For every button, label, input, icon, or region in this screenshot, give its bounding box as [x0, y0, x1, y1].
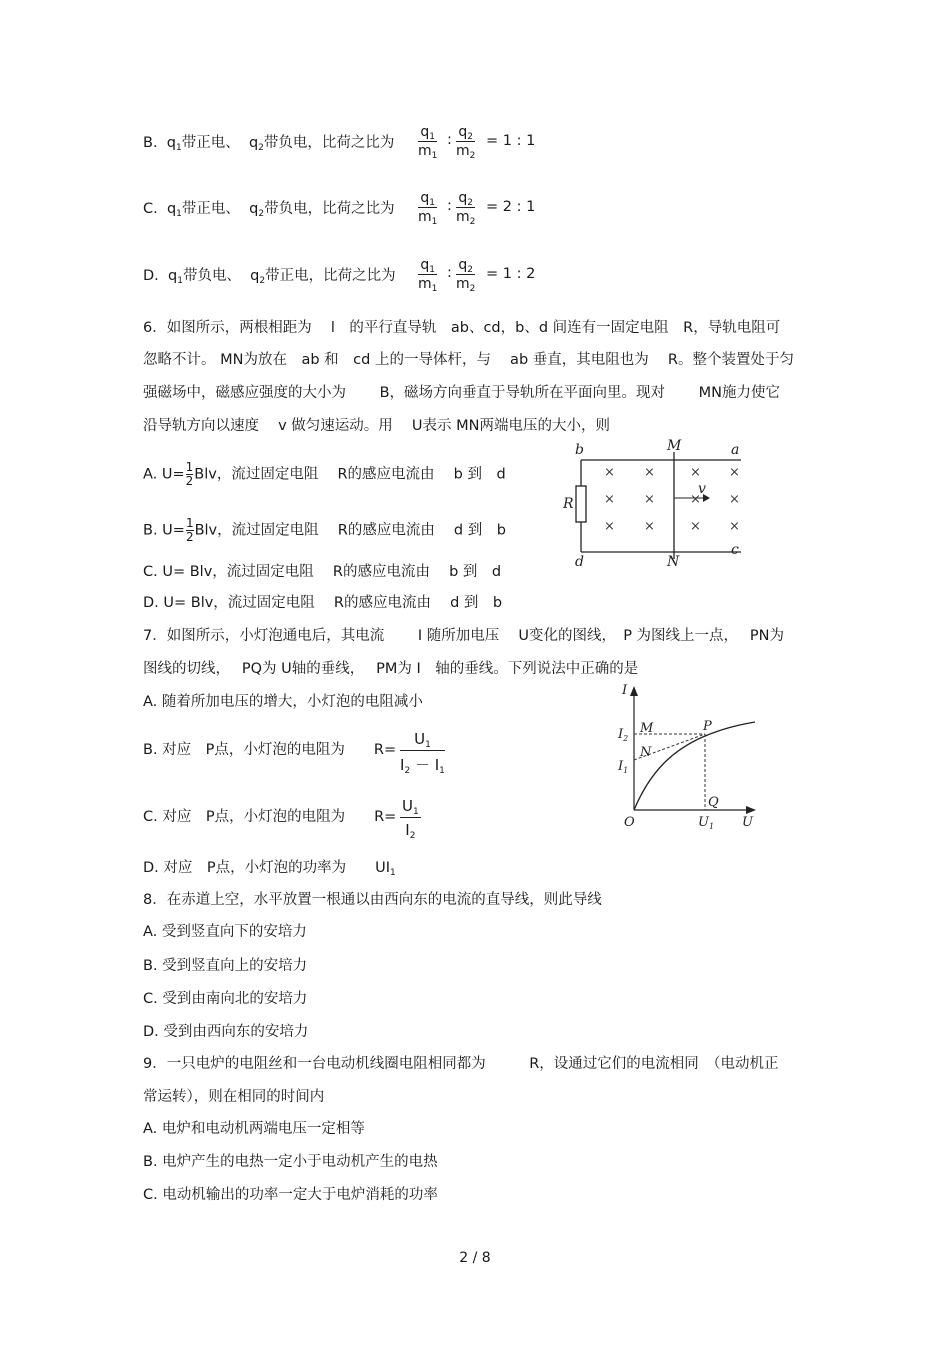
label-i1: $I_1$: [618, 759, 629, 775]
field-mark: ×: [644, 519, 655, 534]
label-p: P: [703, 719, 712, 734]
colon: :: [447, 198, 452, 214]
ratio-result: = 1 : 2: [486, 266, 536, 282]
page-number: 2 / 8: [459, 1250, 491, 1266]
fraction-q1-m1: $\frac{q_1}{m_1}$: [418, 124, 438, 161]
q6-stem-line1: 6．如图所示，两根相距为 l 的平行直导轨 ab、cd，b、d 间连有一固定电阻 R，导轨电阻可: [143, 320, 781, 336]
field-mark: ×: [604, 492, 615, 507]
fraction-q2-m2: $\frac{q_2}{m_2}$: [456, 190, 476, 227]
option-b-prev: B. $q_1$带正电、 $q_2$带负电，比荷之比为: [143, 135, 395, 153]
label-v: v: [698, 481, 706, 497]
q6-option-a: A. U= $\frac{1}{2}$ Blv，流过固定电阻 R的感应电流由 b 到 d: [143, 460, 506, 488]
colon: :: [447, 265, 452, 281]
label-n: N: [640, 745, 652, 760]
label-i-axis: I: [622, 683, 628, 698]
q6-option-c: C. U= Blv，流过固定电阻 R的感应电流由 b 到 d: [143, 564, 502, 580]
label-d: d: [575, 554, 584, 568]
field-mark: ×: [604, 465, 615, 480]
rail-circuit-figure: [555, 438, 755, 568]
q7-option-b: B. 对应 P点，小灯泡的电阻为 R=: [143, 742, 397, 758]
field-mark: ×: [644, 492, 655, 507]
label-n: N: [667, 554, 680, 568]
field-mark: ×: [729, 492, 740, 507]
q7-option-b-fraction: $\frac{U_1}{I_2 - I_1}$: [400, 730, 445, 776]
field-mark: ×: [690, 519, 701, 534]
q7-option-a: A. 随着所加电压的增大，小灯泡的电阻减小: [143, 694, 423, 710]
label-origin: O: [624, 815, 635, 830]
field-mark: ×: [644, 465, 655, 480]
field-mark: ×: [729, 465, 740, 480]
fraction-q1-m1: $\frac{q_1}{m_1}$: [418, 257, 438, 294]
q6-stem-line3: 强磁场中，磁感应强度的大小为 B，磁场方向垂直于导轨所在平面向里。现对 MN施力使它: [143, 385, 781, 401]
q9-option-a: A. 电炉和电动机两端电压一定相等: [143, 1121, 365, 1137]
q9-option-c: C. 电动机输出的功率一定大于电炉消耗的功率: [143, 1187, 438, 1203]
field-mark: ×: [690, 492, 701, 507]
q7-option-c-fraction: $\frac{U_1}{I_2}$: [402, 797, 419, 841]
field-mark: ×: [729, 519, 740, 534]
colon: :: [447, 132, 452, 148]
q6-stem-line4: 沿导轨方向以速度 v 做匀速运动。用 U表示 MN两端电压的大小，则: [143, 418, 610, 434]
option-c-prev: C. $q_1$带正电、 $q_2$带负电，比荷之比为: [143, 201, 395, 219]
resistor: [576, 486, 586, 522]
ratio-result: = 1 : 1: [486, 133, 536, 149]
q9-option-b: B. 电炉产生的电热一定小于电动机产生的电热: [143, 1154, 438, 1170]
label-m: M: [640, 721, 654, 736]
q7-option-d: D. 对应 P点，小灯泡的功率为 $UI_1$: [143, 860, 396, 878]
label-c: c: [731, 542, 739, 558]
q8-option-c: C. 受到由南向北的安培力: [143, 991, 308, 1007]
q7-stem-line2: 图线的切线， PQ为 U轴的垂线， PM为 I 轴的垂线。下列说法中正确的是: [143, 661, 639, 677]
fraction-q2-m2: $\frac{q_2}{m_2}$: [456, 257, 476, 294]
label-a: a: [731, 442, 740, 458]
q9-stem-line2: 常运转），则在相同的时间内: [143, 1089, 325, 1105]
label-r: R: [563, 496, 574, 512]
option-d-prev: D. $q_1$带负电、 $q_2$带正电，比荷之比为: [143, 268, 396, 286]
q8-option-d: D. 受到由西向东的安培力: [143, 1024, 309, 1040]
q6-option-b: B. U= $\frac{1}{2}$ Blv，流过固定电阻 R的感应电流由 d 到 b: [143, 516, 506, 544]
q6-option-d: D. U= Blv，流过固定电阻 R的感应电流由 d 到 b: [143, 595, 503, 611]
label-i2: $I_2$: [618, 727, 629, 743]
q7-option-c: C. 对应 P点，小灯泡的电阻为 R=: [143, 809, 397, 825]
label-u1: $U_1$: [698, 815, 715, 830]
ratio-result: = 2 : 1: [486, 199, 536, 215]
field-mark: ×: [690, 465, 701, 480]
q9-stem-line1: 9．一只电炉的电阻丝和一台电动机线圈电阻相同都为 R，设通过它们的电流相同 （电动机正: [143, 1056, 779, 1072]
label-q: Q: [708, 795, 719, 810]
label-m: M: [667, 438, 682, 454]
q8-option-a: A. 受到竖直向下的安培力: [143, 924, 307, 940]
q8-stem: 8．在赤道上空，水平放置一根通以由西向东的电流的直导线，则此导线: [143, 892, 602, 908]
fraction-q1-m1: $\frac{q_1}{m_1}$: [418, 190, 438, 227]
iu-graph-figure: [610, 680, 770, 830]
fraction-q2-m2: $\frac{q_2}{m_2}$: [456, 124, 476, 161]
label-u-axis: U: [742, 815, 753, 830]
q7-stem-line1: 7．如图所示，小灯泡通电后，其电流 I 随所加电压 U变化的图线， P 为图线上一点， PN为: [143, 628, 784, 644]
field-mark: ×: [604, 519, 615, 534]
label-b: b: [575, 442, 584, 458]
q8-option-b: B. 受到竖直向上的安培力: [143, 958, 308, 974]
q6-stem-line2: 忽略不计。 MN为放在 ab 和 cd 上的一导体杆，与 ab 垂直，其电阻也为 R。整个装置处于匀: [143, 352, 794, 368]
